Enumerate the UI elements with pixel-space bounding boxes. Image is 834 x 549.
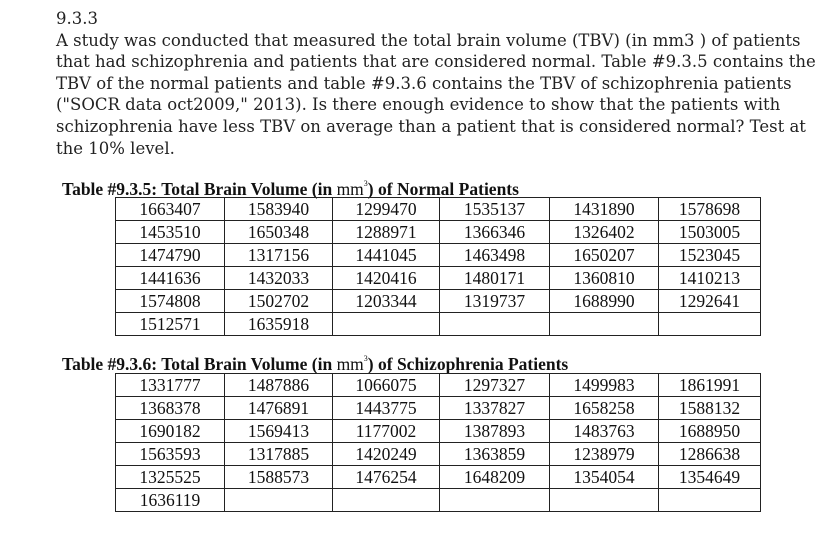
- table-cell: 1325525: [116, 466, 225, 489]
- table-cell: 1688990: [550, 290, 659, 313]
- table-cell: 1512571: [116, 313, 225, 336]
- empty-cell: [440, 489, 550, 512]
- table-cell: 1387893: [440, 420, 550, 443]
- table-row: [116, 397, 761, 420]
- table-cell: 1583940: [225, 198, 333, 221]
- table-cell: 1578698: [659, 198, 761, 221]
- table-row: [116, 244, 761, 267]
- table-row: [116, 420, 761, 443]
- table-cell: 1463498: [440, 244, 550, 267]
- table-cell: 1648209: [440, 466, 550, 489]
- table-cell: 1410213: [659, 267, 761, 290]
- empty-cell: [440, 313, 550, 336]
- table-cell: 1319737: [440, 290, 550, 313]
- table-cell: 1502702: [225, 290, 333, 313]
- table-row: [116, 489, 761, 512]
- table-cell: 1354649: [659, 466, 761, 489]
- table-cell: 1588132: [659, 397, 761, 420]
- table-cell: 1432033: [225, 267, 333, 290]
- table-cell: 1474790: [116, 244, 225, 267]
- table-cell: 1650348: [225, 221, 333, 244]
- table-cell: 1688950: [659, 420, 761, 443]
- table-cell: 1635918: [225, 313, 333, 336]
- table-cell: 1297327: [440, 374, 550, 397]
- problem-text: A study was conducted that measured the total brain volume (TBV) (in mm3 ) of patients that had schizophrenia and patients that are considered normal. Table #9.3.5 contains the TBV of the normal patients and table #9.3.6 contains the TBV of schizophrenia patients ("SOCR data oct2009," 2013). Is there enough evidence to show that the patients with schizophrenia have less TBV on average than a patient that is considered normal? Test at the 10% level.: [56, 30, 816, 158]
- table-cell: 1690182: [116, 420, 225, 443]
- caption-suffix: ) of Normal Patients: [367, 179, 519, 199]
- table-caption-normal: [62, 174, 519, 199]
- table-cell: 1453510: [116, 221, 225, 244]
- table-cell: 1574808: [116, 290, 225, 313]
- table-cell: 1663407: [116, 198, 225, 221]
- table-cell: 1499983: [550, 374, 659, 397]
- table-row: [116, 267, 761, 290]
- caption-superscript: 3: [363, 354, 368, 363]
- table-cell: 1360810: [550, 267, 659, 290]
- table-cell: 1420249: [333, 443, 440, 466]
- table-cell: 1658258: [550, 397, 659, 420]
- table-cell: 1503005: [659, 221, 761, 244]
- table-cell: 1368378: [116, 397, 225, 420]
- table-cell: 1431890: [550, 198, 659, 221]
- table-cell: 1317156: [225, 244, 333, 267]
- table-cell: 1066075: [333, 374, 440, 397]
- caption-prefix: Table #9.3.6: Total Brain Volume (in: [62, 354, 337, 374]
- caption-prefix: Table #9.3.5: Total Brain Volume (in: [62, 179, 337, 199]
- table-cell: 1476891: [225, 397, 333, 420]
- table-cell: 1443775: [333, 397, 440, 420]
- table-cell: 1238979: [550, 443, 659, 466]
- table-cell: 1337827: [440, 397, 550, 420]
- table-cell: 1487886: [225, 374, 333, 397]
- table-cell: 1299470: [333, 198, 440, 221]
- caption-suffix: ) of Schizophrenia Patients: [367, 354, 569, 374]
- table-cell: 1288971: [333, 221, 440, 244]
- table-cell: 1636119: [116, 489, 225, 512]
- table-cell: 1861991: [659, 374, 761, 397]
- table-cell: 1177002: [333, 420, 440, 443]
- table-cell: 1326402: [550, 221, 659, 244]
- table-cell: 1420416: [333, 267, 440, 290]
- caption-superscript: 3: [363, 179, 368, 188]
- table-cell: 1203344: [333, 290, 440, 313]
- table-cell: 1483763: [550, 420, 659, 443]
- problem-statement: [56, 8, 816, 159]
- problem-number: 9.3.3: [56, 9, 98, 28]
- table-cell: 1650207: [550, 244, 659, 267]
- table-cell: 1476254: [333, 466, 440, 489]
- schizophrenia-patients-table: [115, 373, 761, 512]
- table-cell: 1441636: [116, 267, 225, 290]
- table-cell: 1331777: [116, 374, 225, 397]
- table-cell: 1363859: [440, 443, 550, 466]
- empty-cell: [333, 313, 440, 336]
- table-cell: 1441045: [333, 244, 440, 267]
- table-cell: 1563593: [116, 443, 225, 466]
- table-cell: 1366346: [440, 221, 550, 244]
- caption-unit: mm: [336, 179, 364, 199]
- table-cell: 1523045: [659, 244, 761, 267]
- empty-cell: [659, 313, 761, 336]
- table-row: [116, 443, 761, 466]
- table-cell: 1354054: [550, 466, 659, 489]
- table-row: [116, 221, 761, 244]
- table-row: [116, 374, 761, 397]
- empty-cell: [333, 489, 440, 512]
- table-cell: 1588573: [225, 466, 333, 489]
- table-cell: 1535137: [440, 198, 550, 221]
- table-cell: 1292641: [659, 290, 761, 313]
- table-cell: 1480171: [440, 267, 550, 290]
- table-cell: 1317885: [225, 443, 333, 466]
- table-caption-schizophrenia: [62, 349, 568, 374]
- empty-cell: [550, 313, 659, 336]
- normal-patients-table: [115, 197, 761, 336]
- table-row: [116, 313, 761, 336]
- table-row: [116, 466, 761, 489]
- empty-cell: [225, 489, 333, 512]
- table-cell: 1286638: [659, 443, 761, 466]
- table-row: [116, 290, 761, 313]
- table-row: [116, 198, 761, 221]
- empty-cell: [659, 489, 761, 512]
- table-cell: 1569413: [225, 420, 333, 443]
- caption-unit: mm: [336, 354, 364, 374]
- empty-cell: [550, 489, 659, 512]
